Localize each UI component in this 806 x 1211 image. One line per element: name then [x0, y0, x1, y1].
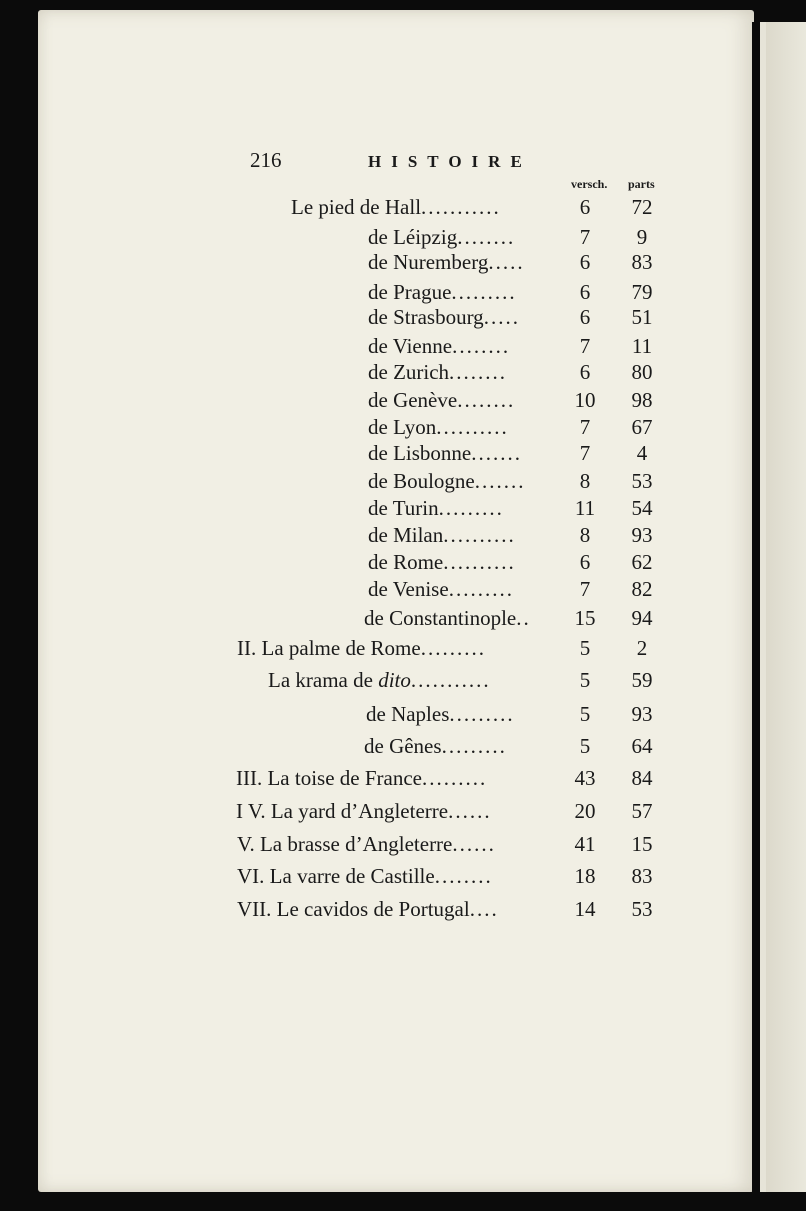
value-versch: 15: [574, 606, 596, 630]
row-label-text: La krama de: [268, 668, 379, 692]
table-row: [0, 523, 806, 553]
value-parts: 53: [631, 469, 653, 493]
value-parts: 80: [631, 360, 653, 384]
value-parts: 93: [631, 702, 653, 726]
value-versch: 41: [574, 832, 596, 856]
column-header-versch: versch.: [571, 177, 608, 191]
value-versch: 7: [579, 577, 591, 601]
table-row: [0, 305, 806, 335]
value-parts: 59: [631, 668, 653, 692]
value-parts: 83: [631, 250, 653, 274]
row-label-text: de Boulogne: [368, 469, 475, 493]
row-label-text: La varre de Castille: [269, 864, 435, 888]
table-row: [0, 195, 806, 225]
value-versch: 8: [579, 469, 591, 493]
value-parts: 9: [636, 225, 648, 249]
value-versch: 8: [579, 523, 591, 547]
leader-dots: .......: [474, 469, 526, 493]
value-versch: 10: [574, 388, 596, 412]
row-label-text: de Naples: [366, 702, 450, 726]
row-label: [368, 523, 516, 548]
value-versch: 5: [579, 702, 591, 726]
row-label-text: Le pied de Hall: [291, 195, 422, 219]
row-label: [268, 668, 491, 693]
row-label: [368, 469, 525, 494]
row-label-text: de Turin: [368, 496, 439, 520]
value-versch: 5: [579, 636, 591, 660]
table-row: [0, 550, 806, 580]
value-parts: 67: [631, 415, 653, 439]
value-versch: 6: [579, 305, 591, 329]
row-label: [368, 280, 517, 305]
value-parts: 57: [631, 799, 653, 823]
leader-dots: .........: [451, 280, 517, 304]
leader-dots: ..........: [443, 550, 516, 574]
value-versch: 7: [579, 415, 591, 439]
leader-dots: ......: [448, 799, 492, 823]
value-versch: 6: [579, 550, 591, 574]
value-versch: 5: [579, 734, 591, 758]
value-parts: 2: [636, 636, 648, 660]
value-parts: 93: [631, 523, 653, 547]
row-label-text: de Nuremberg: [368, 250, 489, 274]
table-row: [0, 864, 806, 894]
table-row: [0, 799, 806, 829]
row-label-text: de Constantinople: [364, 606, 517, 630]
table-row: [0, 636, 806, 666]
row-section-number: III.: [236, 766, 268, 790]
row-label: [368, 441, 522, 466]
leader-dots: ......: [452, 832, 496, 856]
row-label: [237, 832, 496, 857]
leader-dots: .........: [422, 766, 488, 790]
value-versch: 6: [579, 360, 591, 384]
row-section-number: V.: [237, 832, 260, 856]
value-versch: 6: [579, 280, 591, 304]
leader-dots: .....: [483, 305, 520, 329]
row-section-number: I V.: [236, 799, 271, 823]
table-row: [0, 360, 806, 390]
row-label-text: La palme de Rome: [261, 636, 421, 660]
value-versch: 43: [574, 766, 596, 790]
row-label: [366, 702, 515, 727]
value-parts: 54: [631, 496, 653, 520]
row-label: [368, 225, 515, 250]
row-label-text: de Genève: [368, 388, 458, 412]
row-label-text: de Gênes: [364, 734, 442, 758]
table-row: [0, 668, 806, 698]
leader-dots: ........: [452, 334, 511, 358]
leader-dots: .........: [438, 496, 504, 520]
row-label-text: Le cavidos de Portugal: [276, 897, 470, 921]
row-label-text: de Vienne: [368, 334, 453, 358]
leader-dots: .....: [488, 250, 525, 274]
row-label: [368, 550, 516, 575]
table-row: [0, 606, 806, 636]
row-section-number: II.: [237, 636, 262, 660]
leader-dots: ........: [449, 360, 508, 384]
row-label: [291, 195, 501, 220]
row-label: [368, 250, 525, 275]
leader-dots: ...........: [410, 668, 491, 692]
leader-dots: ........: [457, 388, 516, 412]
row-label: [364, 606, 531, 631]
row-label: [368, 577, 514, 602]
row-label-text: La toise de France: [267, 766, 423, 790]
table-row: [0, 734, 806, 764]
row-section-number: VI.: [237, 864, 270, 888]
leader-dots: ..........: [443, 523, 516, 547]
row-label-text: de Zurich: [368, 360, 450, 384]
value-parts: 72: [631, 195, 653, 219]
leader-dots: ....: [469, 897, 499, 921]
leader-dots: .........: [441, 734, 507, 758]
value-parts: 98: [631, 388, 653, 412]
row-label-text: de Venise: [368, 577, 449, 601]
value-parts: 83: [631, 864, 653, 888]
table-row: [0, 496, 806, 526]
value-versch: 18: [574, 864, 596, 888]
value-parts: 82: [631, 577, 653, 601]
row-label-text: de Milan: [368, 523, 444, 547]
value-parts: 62: [631, 550, 653, 574]
row-label-text: de Rome: [368, 550, 444, 574]
value-parts: 15: [631, 832, 653, 856]
running-title: HISTOIRE: [368, 152, 532, 171]
row-label-text: de Strasbourg: [368, 305, 484, 329]
row-label: [368, 334, 510, 359]
table-row: [0, 441, 806, 471]
value-parts: 64: [631, 734, 653, 758]
value-parts: 84: [631, 766, 653, 790]
value-versch: 20: [574, 799, 596, 823]
row-label: [368, 388, 515, 413]
leader-dots: .........: [420, 636, 486, 660]
row-label-text: de Prague: [368, 280, 452, 304]
value-parts: 4: [636, 441, 648, 465]
leader-dots: ..: [516, 606, 531, 630]
row-label: [364, 734, 507, 759]
row-label: [236, 766, 487, 791]
row-label: [236, 799, 492, 824]
leader-dots: .........: [448, 577, 514, 601]
row-label: [237, 636, 486, 661]
row-label-text: de Lisbonne: [368, 441, 472, 465]
row-label: [368, 415, 509, 440]
table-row: [0, 388, 806, 418]
table-row: [0, 469, 806, 499]
column-header-parts: parts: [628, 177, 655, 191]
row-label: [237, 864, 493, 889]
row-label: [368, 360, 507, 385]
value-versch: 7: [579, 441, 591, 465]
table-row: [0, 832, 806, 862]
value-parts: 94: [631, 606, 653, 630]
row-label: [368, 305, 520, 330]
value-parts: 11: [631, 334, 653, 358]
leader-dots: ..........: [436, 415, 509, 439]
leader-dots: ........: [457, 225, 516, 249]
row-section-number: VII.: [237, 897, 277, 921]
value-parts: 79: [631, 280, 653, 304]
value-parts: 51: [631, 305, 653, 329]
row-label: [368, 496, 504, 521]
table-row: [0, 250, 806, 280]
page-number: 216: [250, 148, 282, 172]
table-row: [0, 702, 806, 732]
row-label-text: La brasse d’Angleterre: [259, 832, 453, 856]
row-label-italic: dito: [378, 668, 411, 692]
value-versch: 6: [579, 195, 591, 219]
value-versch: 6: [579, 250, 591, 274]
value-versch: 5: [579, 668, 591, 692]
table-row: [0, 766, 806, 796]
value-parts: 53: [631, 897, 653, 921]
table-row: [0, 577, 806, 607]
row-label-text: de Lyon: [368, 415, 437, 439]
value-versch: 7: [579, 225, 591, 249]
row-label-text: La yard d’Angleterre: [270, 799, 449, 823]
leader-dots: ........: [434, 864, 493, 888]
value-versch: 11: [574, 496, 596, 520]
leader-dots: .......: [471, 441, 522, 465]
row-label-text: de Léipzig: [368, 225, 458, 249]
value-versch: 14: [574, 897, 596, 921]
value-versch: 7: [579, 334, 591, 358]
row-label: [237, 897, 499, 922]
table-row: [0, 897, 806, 927]
leader-dots: .........: [449, 702, 515, 726]
leader-dots: ...........: [421, 195, 501, 219]
